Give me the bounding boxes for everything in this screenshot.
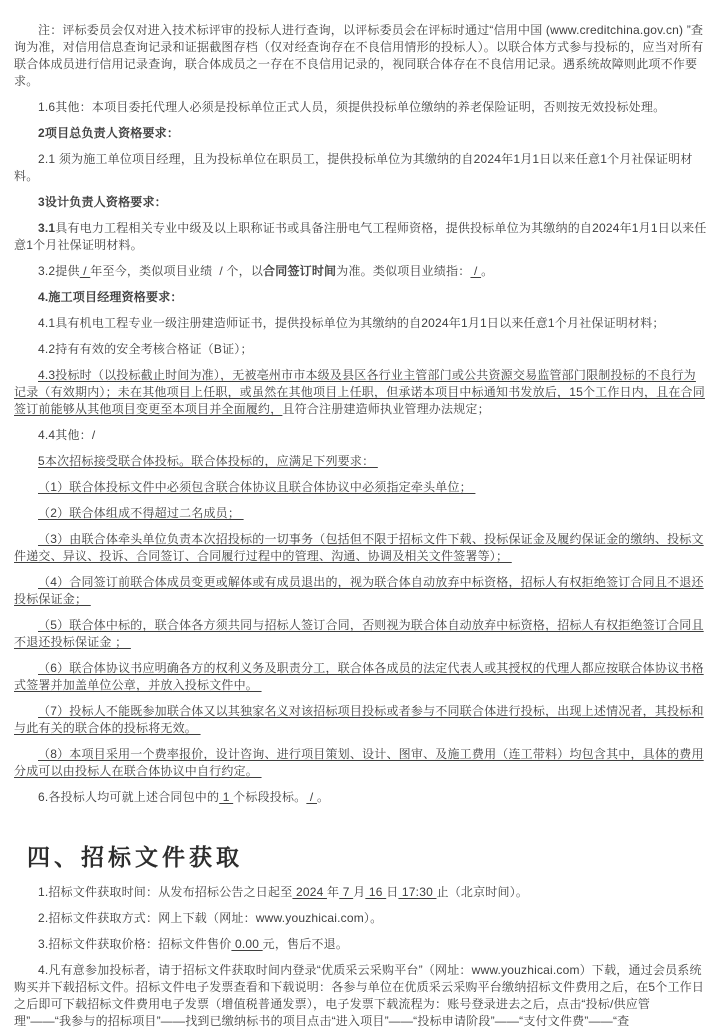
text-run: / [470, 264, 482, 278]
text-run: 月 [353, 885, 366, 899]
text-run: 元，售后不退。 [262, 937, 349, 951]
paragraph [14, 315, 707, 332]
text-run: 7 [339, 885, 354, 899]
text-run: / [306, 790, 317, 804]
text-run: 年至今，类似项目业绩 / 个，以 [90, 264, 264, 278]
text-run: 4.1具有机电工程专业一级注册建造师证书，提供投标单位为其缴纳的自2024年1月1日以来任意1个月社保证明材料； [38, 316, 665, 330]
paragraph [14, 367, 707, 418]
paragraph [14, 884, 707, 901]
text-run: 止（北京时间）。 [436, 885, 529, 899]
paragraph [14, 453, 707, 470]
text-run: 4.2持有有效的安全考核合格证（B证）； [38, 342, 253, 356]
text-run: 3.1 [38, 221, 56, 235]
text-run: 1 [219, 790, 234, 804]
text-run: 。 [481, 264, 494, 278]
text-run: 2.招标文件获取方式：网上下载（网址：www.youzhicai.com）。 [38, 911, 383, 925]
paragraph [14, 151, 707, 185]
paragraph [14, 789, 707, 806]
text-run: 4.3投标时（以投标截止时间为准），无被亳州市市本级及县区各行业主管部门或公共资源交易监管部门限制投标的不良行为记录（有效期内）；未在其他项目上任职，或虽然在其他项目上任职，但承诺本项目中标通知书发放后，15个工作日内，且在合同签订前能够从其他项目变更至本项目并全面履约， [14, 368, 705, 416]
text-run: 四、招标文件获取 [27, 844, 243, 870]
paragraph [14, 962, 707, 1030]
text-run: 年 [327, 885, 340, 899]
paragraph [14, 99, 707, 116]
paragraph [14, 505, 707, 522]
text-run: 3.招标文件获取价格：招标文件售价 [38, 937, 232, 951]
text-run: 2.1 须为施工单位项目经理，且为投标单位在职员工，提供投标单位为其缴纳的自2024年1月1日以来任意1个月社保证明材料。 [14, 152, 693, 183]
text-run: （2）联合体组成不得超过二名成员； [38, 506, 244, 520]
paragraph [14, 220, 707, 254]
paragraph [14, 341, 707, 358]
text-run: 16 [365, 885, 387, 899]
paragraph [14, 910, 707, 927]
paragraph [14, 617, 707, 651]
text-run: 3设计负责人资格要求： [38, 195, 167, 209]
text-run: 4.4其他：/ [38, 428, 96, 442]
text-run: 日 [386, 885, 399, 899]
text-run: 具有电力工程相关专业中级及以上职称证书或具备注册电气工程师资格，提供投标单位为其缴纳的自2024年1月1日以来任意1个月社保证明材料。 [14, 221, 707, 252]
paragraph [14, 427, 707, 444]
paragraph [14, 289, 707, 306]
text-run: 3.2提供 [38, 264, 80, 278]
text-run: 合同签订时间 [263, 264, 337, 278]
text-run: 。 [316, 790, 330, 804]
paragraph [14, 479, 707, 496]
text-run: （5）联合体中标的，联合体各方须共同与招标人签订合同，否则视为联合体自动放弃中标资格，招标人有权拒绝签订合同且不退还投标保证金 ； [14, 618, 704, 649]
text-run: 4.凡有意参加投标者，请于招标文件获取时间内登录“优质采云采购平台”（网址：www.youzhicai.com）下载，通过会员系统购买并下载招标文件。招标文件电子发票查看和下载说明：各参与单位在优质采云采购平台缴纳招标文件费用之后，在5个工作日之后即可下载招标文件费用电子发票（增值税普通发票），电子发票下载流程为：账号登录进去之后，点击“投标/供应管理”——“我参与的招标项目”——找到已缴纳标书的项目点击“进入项目”——“投标申请阶段”——“支付文件费”——“查 [14, 963, 705, 1028]
text-run: 6.各投标人均可就上述合同包中的 [38, 790, 220, 804]
section-heading [14, 842, 707, 872]
text-run: 0.00 [231, 937, 263, 951]
text-run: （6）联合体协议书应明确各方的权利义务及职责分工，联合体各成员的法定代表人或其授权的代理人都应按联合体协议书格式签署并加盖单位公章，并放入投标文件中。 [14, 661, 704, 692]
paragraph [14, 125, 707, 142]
text-run: 4.施工项目经理资格要求： [38, 290, 183, 304]
text-run: （4）合同签订前联合体成员变更或解体或有成员退出的，视为联合体自动放弃中标资格，招标人有权拒绝签订合同且不退还投标保证金； [14, 575, 704, 606]
paragraph [14, 574, 707, 608]
paragraph [14, 660, 707, 694]
paragraph [14, 936, 707, 953]
text-run: 个标段投标。 [233, 790, 307, 804]
paragraph [14, 703, 707, 737]
text-run: 且符合注册建造师执业管理办法规定； [282, 402, 490, 416]
text-run: 注：评标委员会仅对进入技术标评审的投标人进行查询，以评标委员会在评标时通过“信用中国 (www.creditchina.gov.cn) ”查询为准，对信用信息查询记录和证据截图存档（仅对经查询存在不良信用情形的投标人）。以联合体方式参与投标的，应当对所有联合体成员进行信用记录查询，联合体成员之一存在不良信用记录的，视同联合体存在不良信用记录。遇系统故障则此项不作要求。 [14, 23, 704, 88]
text-run: （1）联合体投标文件中必须包含联合体协议且联合体协议中必须指定牵头单位； [38, 480, 476, 494]
paragraph [14, 746, 707, 780]
text-run: （3）由联合体牵头单位负责本次招投标的一切事务（包括但不限于招标文件下载、投标保证金及履约保证金的缴纳、投标文件递交、异议、投诉、合同签订、合同履行过程中的管理、沟通、协调及相关文件签署等）； [14, 532, 704, 563]
paragraph [14, 531, 707, 565]
text-run: 2项目总负责人资格要求： [38, 126, 180, 140]
paragraph [14, 263, 707, 280]
paragraph [14, 22, 707, 90]
text-run: 为准。类似项目业绩指： [336, 264, 471, 278]
text-run: 17:30 [398, 885, 437, 899]
text-run: （7）投标人不能既参加联合体又以其独家名义对该招标项目投标或者参与不同联合体进行投标，出现上述情况者，其投标和与此有关的联合体的投标将无效。 [14, 704, 704, 735]
paragraph [14, 194, 707, 211]
text-run: 1.6其他：本项目委托代理人必须是投标单位正式人员，须提供投标单位缴纳的养老保险证明，否则按无效投标处理。 [38, 100, 666, 114]
text-run: 5本次招标接受联合体投标。联合体投标的，应满足下列要求： [38, 454, 378, 468]
text-run: 2024 [292, 885, 327, 899]
document-content [14, 22, 707, 1030]
text-run: / [79, 264, 91, 278]
text-run: （8）本项目采用一个费率报价，设计咨询、进行项目策划、设计、图审、及施工费用（连工带料）均包含其中，具体的费用分成可以由投标人在联合体协议中自行约定。 [14, 747, 704, 778]
text-run: 1.招标文件获取时间：从发布招标公告之日起至 [38, 885, 293, 899]
